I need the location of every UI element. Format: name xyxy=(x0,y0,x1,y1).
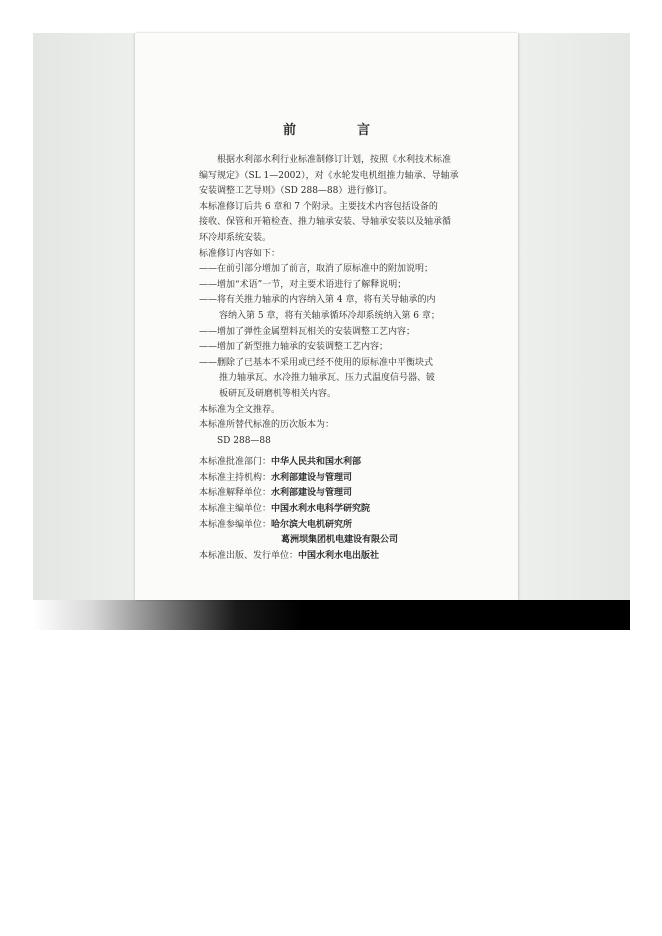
meta-value: 水利部建设与管理司 xyxy=(271,472,353,483)
list-item-continuation: 板研瓦及研磨机等相关内容。 xyxy=(219,388,337,399)
paragraph-line: 本标准修订后共 6 章和 7 个附录。主要技术内容包括设备的 xyxy=(199,201,438,212)
meta-value: 水利部建设与管理司 xyxy=(271,488,353,499)
meta-value: 中国水利水电出版社 xyxy=(298,550,380,561)
list-item-continuation: 容纳入第 5 章，将有关轴承循环冷却系统纳入第 6 章； xyxy=(219,310,440,321)
paragraph-line: 本标准所替代标准的历次版本为： xyxy=(199,420,335,431)
meta-publisher-row xyxy=(199,549,469,565)
meta-label: 本标准批准部门： xyxy=(199,457,272,468)
paragraph-line: 接收、保管和开箱检查、推力轴承安装、导轴承安装以及轴承循 xyxy=(199,217,452,228)
meta-value: 中华人民共和国水利部 xyxy=(271,457,362,468)
meta-value: 中国水利水电科学研究院 xyxy=(271,504,371,515)
scan-shadow-bar xyxy=(33,600,630,630)
list-item: ——增加了弹性金属塑料瓦相关的安装调整工艺内容； xyxy=(199,326,416,337)
meta-label: 本标准主持机构： xyxy=(199,472,272,483)
previous-version: SD 288—88 xyxy=(217,435,271,446)
page-title: 前 言 xyxy=(282,123,394,138)
meta-participant-row xyxy=(199,518,469,534)
paragraph-line: 根据水利部水利行业标准制修订计划，按照《水利技术标准 xyxy=(217,155,452,165)
list-item: ——删除了已基本不采用或已经不使用的原标准中平衡块式 xyxy=(199,357,434,368)
list-item-continuation: 推力轴承瓦、水冷推力轴承瓦、压力式温度信号器、铍 xyxy=(219,373,436,384)
meta-editor-row xyxy=(199,502,469,518)
meta-participant-continuation: 葛洲坝集团机电建设有限公司 xyxy=(281,535,399,546)
standard-metadata xyxy=(199,455,469,564)
meta-label: 本标准参编单位： xyxy=(199,519,272,530)
meta-label: 本标准主编单位： xyxy=(199,504,272,515)
preface-body xyxy=(199,153,469,564)
list-item: ——在前引部分增加了前言，取消了原标准中的附加说明； xyxy=(199,264,434,275)
paragraph-line: 本标准为全文推荐。 xyxy=(199,404,281,415)
paragraph-line: 标准修订内容如下： xyxy=(199,248,281,259)
paragraph-line: 编写规定》（SL 1—2002），对《水轮发电机组推力轴承、导轴承 xyxy=(199,170,459,181)
meta-approve-row xyxy=(199,455,469,471)
meta-value: 哈尔滨大电机研究所 xyxy=(271,519,353,530)
meta-label: 本标准出版、发行单位： xyxy=(199,550,299,561)
list-item: ——将有关推力轴承的内容纳入第 4 章，将有关导轴承的内 xyxy=(199,295,436,306)
meta-host-row xyxy=(199,471,469,487)
paragraph-line: 安装调整工艺导则》（SD 288—88）进行修订。 xyxy=(199,186,393,197)
list-item: ——增加“术语”一节，对主要术语进行了解释说明； xyxy=(199,279,407,290)
list-item: ——增加了新型推力轴承的安装调整工艺内容； xyxy=(199,342,389,353)
meta-label: 本标准解释单位： xyxy=(199,488,272,499)
meta-interpret-row xyxy=(199,486,469,502)
document-page xyxy=(135,33,518,600)
paragraph-line: 环冷却系统安装。 xyxy=(199,232,272,243)
